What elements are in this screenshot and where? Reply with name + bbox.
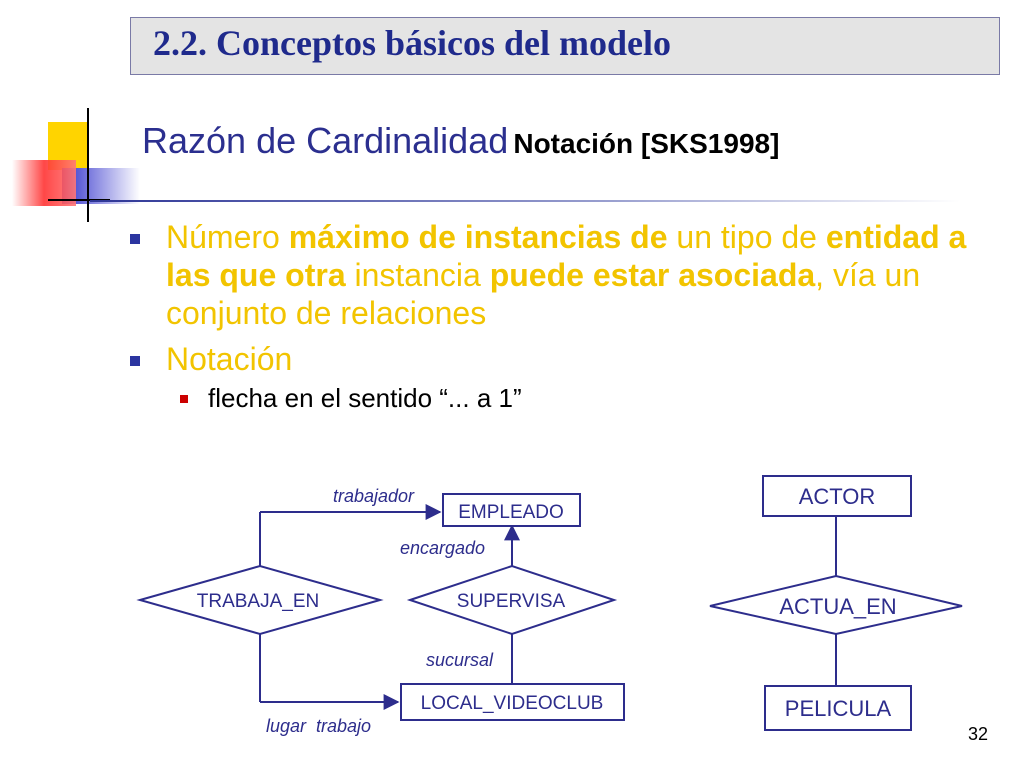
page-number: 32	[968, 724, 989, 744]
sub-bullet-flecha	[128, 382, 978, 414]
role-sucursal: sucursal	[426, 650, 494, 670]
actua-en-label: ACTUA_EN	[779, 594, 897, 619]
bullet-list	[128, 218, 978, 414]
bullet-marker	[130, 234, 140, 244]
sub-bullet-marker	[180, 395, 188, 403]
subtitle-note: Notación [SKS1998]	[513, 128, 780, 159]
pelicula-label: PELICULA	[784, 696, 892, 721]
title-box	[130, 17, 1000, 75]
role-encargado: encargado	[400, 538, 486, 558]
trabaja-en-label: TRABAJA_EN	[196, 591, 320, 612]
slide-title: 2.2. Conceptos básicos del modelo	[153, 23, 672, 63]
text-run: un tipo de	[667, 219, 826, 255]
text-run: instancia	[345, 257, 490, 293]
bold-run: puede estar asociada	[489, 257, 816, 293]
bullet-definition	[128, 218, 978, 332]
role-lugar-trabajo: lugar trabajo	[266, 716, 372, 736]
empleado-label: EMPLEADO	[458, 502, 564, 523]
actor-label: ACTOR	[798, 484, 876, 509]
sub-bullet-text: flecha en el sentido “... a 1”	[208, 383, 522, 413]
subtitle-rule	[90, 200, 960, 202]
bullet-text: Notación	[166, 341, 293, 377]
text-run: Número	[166, 219, 289, 255]
subtitle-main: Razón de Cardinalidad	[142, 120, 509, 161]
bold-run: máximo de instancias de	[288, 219, 668, 255]
bullet-notacion	[128, 340, 978, 378]
section-subtitle	[142, 120, 779, 162]
local-videoclub-label: LOCAL_VIDEOCLUB	[420, 693, 604, 714]
supervisa-label: SUPERVISA	[456, 591, 566, 612]
bullet-marker	[130, 356, 140, 366]
decorative-logo	[0, 100, 140, 230]
er-diagram	[0, 470, 1024, 750]
text-run: , vía un conjunto de relaciones	[166, 257, 921, 331]
role-trabajador: trabajador	[333, 486, 415, 506]
bold-run: entidad a las que otra	[166, 219, 967, 293]
